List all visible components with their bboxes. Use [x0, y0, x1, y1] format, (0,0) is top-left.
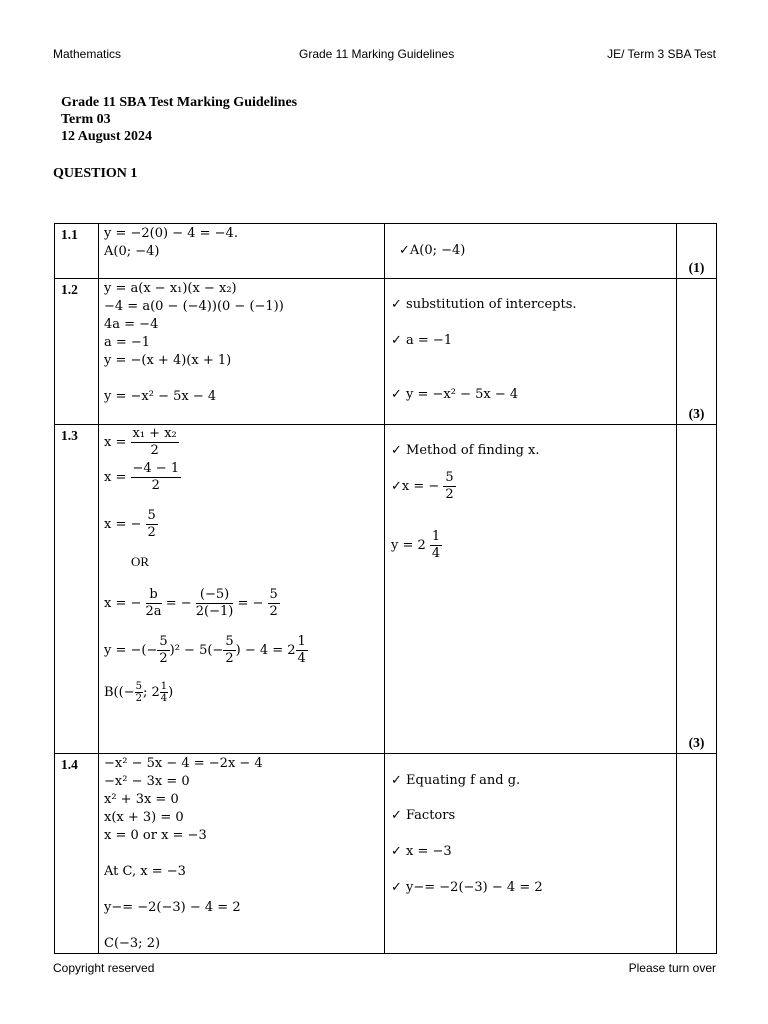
working-line: y = −x² − 5x − 4 [104, 389, 217, 404]
mark-item: ✓ Equating f and g. [391, 773, 521, 788]
header-document-title: Grade 11 Marking Guidelines [299, 47, 455, 61]
marking-guidelines-table [54, 223, 717, 954]
table-row [55, 279, 717, 425]
mark-item: ✓ x = −3 [391, 844, 452, 859]
working-cell [99, 754, 385, 954]
mark-item: ✓x = − $\frac{5}{2}$ [391, 470, 454, 502]
working-cell [99, 279, 385, 425]
working-line: y = −(− $\frac{5}{2}$ )² − 5(− $\frac{5}{2}$ ) − 4 = 2 $\frac{1}{4}$ [104, 634, 306, 666]
table-row [55, 754, 717, 954]
working-line: x = $\frac{\text{x₁ + x₂}}{2}$ [104, 426, 177, 458]
working-line: y−= −2(−3) − 4 = 2 [104, 900, 241, 915]
fraction: $\frac{5}{2}$ [159, 634, 168, 666]
page-header [53, 47, 716, 65]
working-line: x = − $\frac{5}{2}$ [104, 508, 156, 540]
marks-cell [385, 754, 677, 954]
working-line: x = 0 or x = −3 [104, 828, 207, 843]
mark-item: ✓ Method of finding x. [391, 443, 540, 458]
document-title-block [61, 94, 297, 145]
working-line: y = a(x − x₁)(x − x₂) [104, 281, 237, 296]
score-value: (3) [688, 735, 705, 750]
fraction: $\frac{1}{4}$ [431, 529, 441, 561]
score-value: (1) [688, 260, 705, 275]
working-line: A(0; −4) [104, 244, 160, 259]
working-line: At C, x = −3 [104, 864, 186, 879]
fraction: $\frac{-4 - 1}{2}$ [132, 461, 180, 493]
mark-item: y = 2 $\frac{1}{4}$ [391, 529, 441, 561]
fraction: $\frac{5}{2}$ [135, 681, 142, 704]
title-line-date: 12 August 2024 [61, 129, 153, 144]
score-cell [677, 425, 717, 754]
working-line: B((− $\frac{5}{2}$ ; 2 $\frac{1}{4}$ ) [104, 681, 174, 704]
working-line: x = $\frac{-4 - 1}{2}$ [104, 461, 180, 493]
title-line-term: Term 03 [61, 112, 111, 127]
working-line: y = −(x + 4)(x + 1) [104, 353, 232, 368]
working-line: x(x + 3) = 0 [104, 810, 184, 825]
fraction: $\frac{1}{4}$ [160, 681, 168, 704]
working-line: −x² − 5x − 4 = −2x − 4 [104, 756, 263, 771]
working-line: 4a = −4 [104, 317, 159, 332]
fraction: $\frac{5}{2}$ [269, 587, 278, 619]
score-value: (3) [688, 406, 705, 421]
question-heading: QUESTION 1 [53, 166, 138, 181]
working-line: a = −1 [104, 335, 151, 350]
working-cell [99, 224, 385, 279]
mark-item: ✓A(0; −4) [399, 243, 466, 258]
question-number: 1.1 [55, 224, 99, 279]
table-row [55, 425, 717, 754]
score-cell [677, 224, 717, 279]
working-line: x² + 3x = 0 [104, 792, 179, 807]
score-value [677, 951, 716, 953]
fraction: $\frac{1}{4}$ [297, 634, 306, 666]
score-cell [677, 279, 717, 425]
or-label: OR [131, 554, 150, 569]
working-cell [99, 425, 385, 754]
score-cell [677, 754, 717, 954]
fraction: $\frac{5}{2}$ [225, 634, 234, 666]
working-line: x = − $\frac{b}{2a}$ = − $\frac{(-5)}{2(-1)}$ = − $\frac{5}{2}$ [104, 587, 278, 619]
table-row [55, 224, 717, 279]
marks-cell [385, 425, 677, 754]
question-number: 1.4 [55, 754, 99, 954]
working-line: y = −2(0) − 4 = −4. [104, 226, 238, 241]
header-subject: Mathematics [53, 47, 122, 61]
fraction: $\frac{5}{2}$ [445, 470, 454, 502]
mark-item: ✓ y−= −2(−3) − 4 = 2 [391, 880, 543, 895]
working-line: C(−3; 2) [104, 936, 161, 951]
mark-item: ✓ Factors [391, 808, 456, 823]
marks-cell [385, 224, 677, 279]
mark-item: ✓ substitution of intercepts. [391, 297, 577, 312]
fraction: $\frac{(-5)}{2(-1)}$ [195, 587, 234, 619]
title-line-main: Grade 11 SBA Test Marking Guidelines [61, 95, 298, 110]
working-line: −x² − 3x = 0 [104, 774, 190, 789]
fraction: $\frac{b}{2a}$ [145, 587, 162, 619]
working-line: −4 = a(0 − (−4))(0 − (−1)) [104, 299, 284, 314]
marks-cell [385, 279, 677, 425]
page-footer [53, 961, 716, 977]
header-test-id: JE/ Term 3 SBA Test [607, 47, 716, 61]
fraction: $\frac{\text{x₁ + x₂}}{2}$ [132, 426, 177, 458]
mark-item: ✓ a = −1 [391, 333, 453, 348]
mark-item: ✓ y = −x² − 5x − 4 [391, 387, 519, 402]
question-number: 1.3 [55, 425, 99, 754]
question-number: 1.2 [55, 279, 99, 425]
fraction: $\frac{5}{2}$ [147, 508, 156, 540]
footer-copyright: Copyright reserved [53, 961, 155, 975]
footer-turn-over: Please turn over [628, 961, 716, 975]
